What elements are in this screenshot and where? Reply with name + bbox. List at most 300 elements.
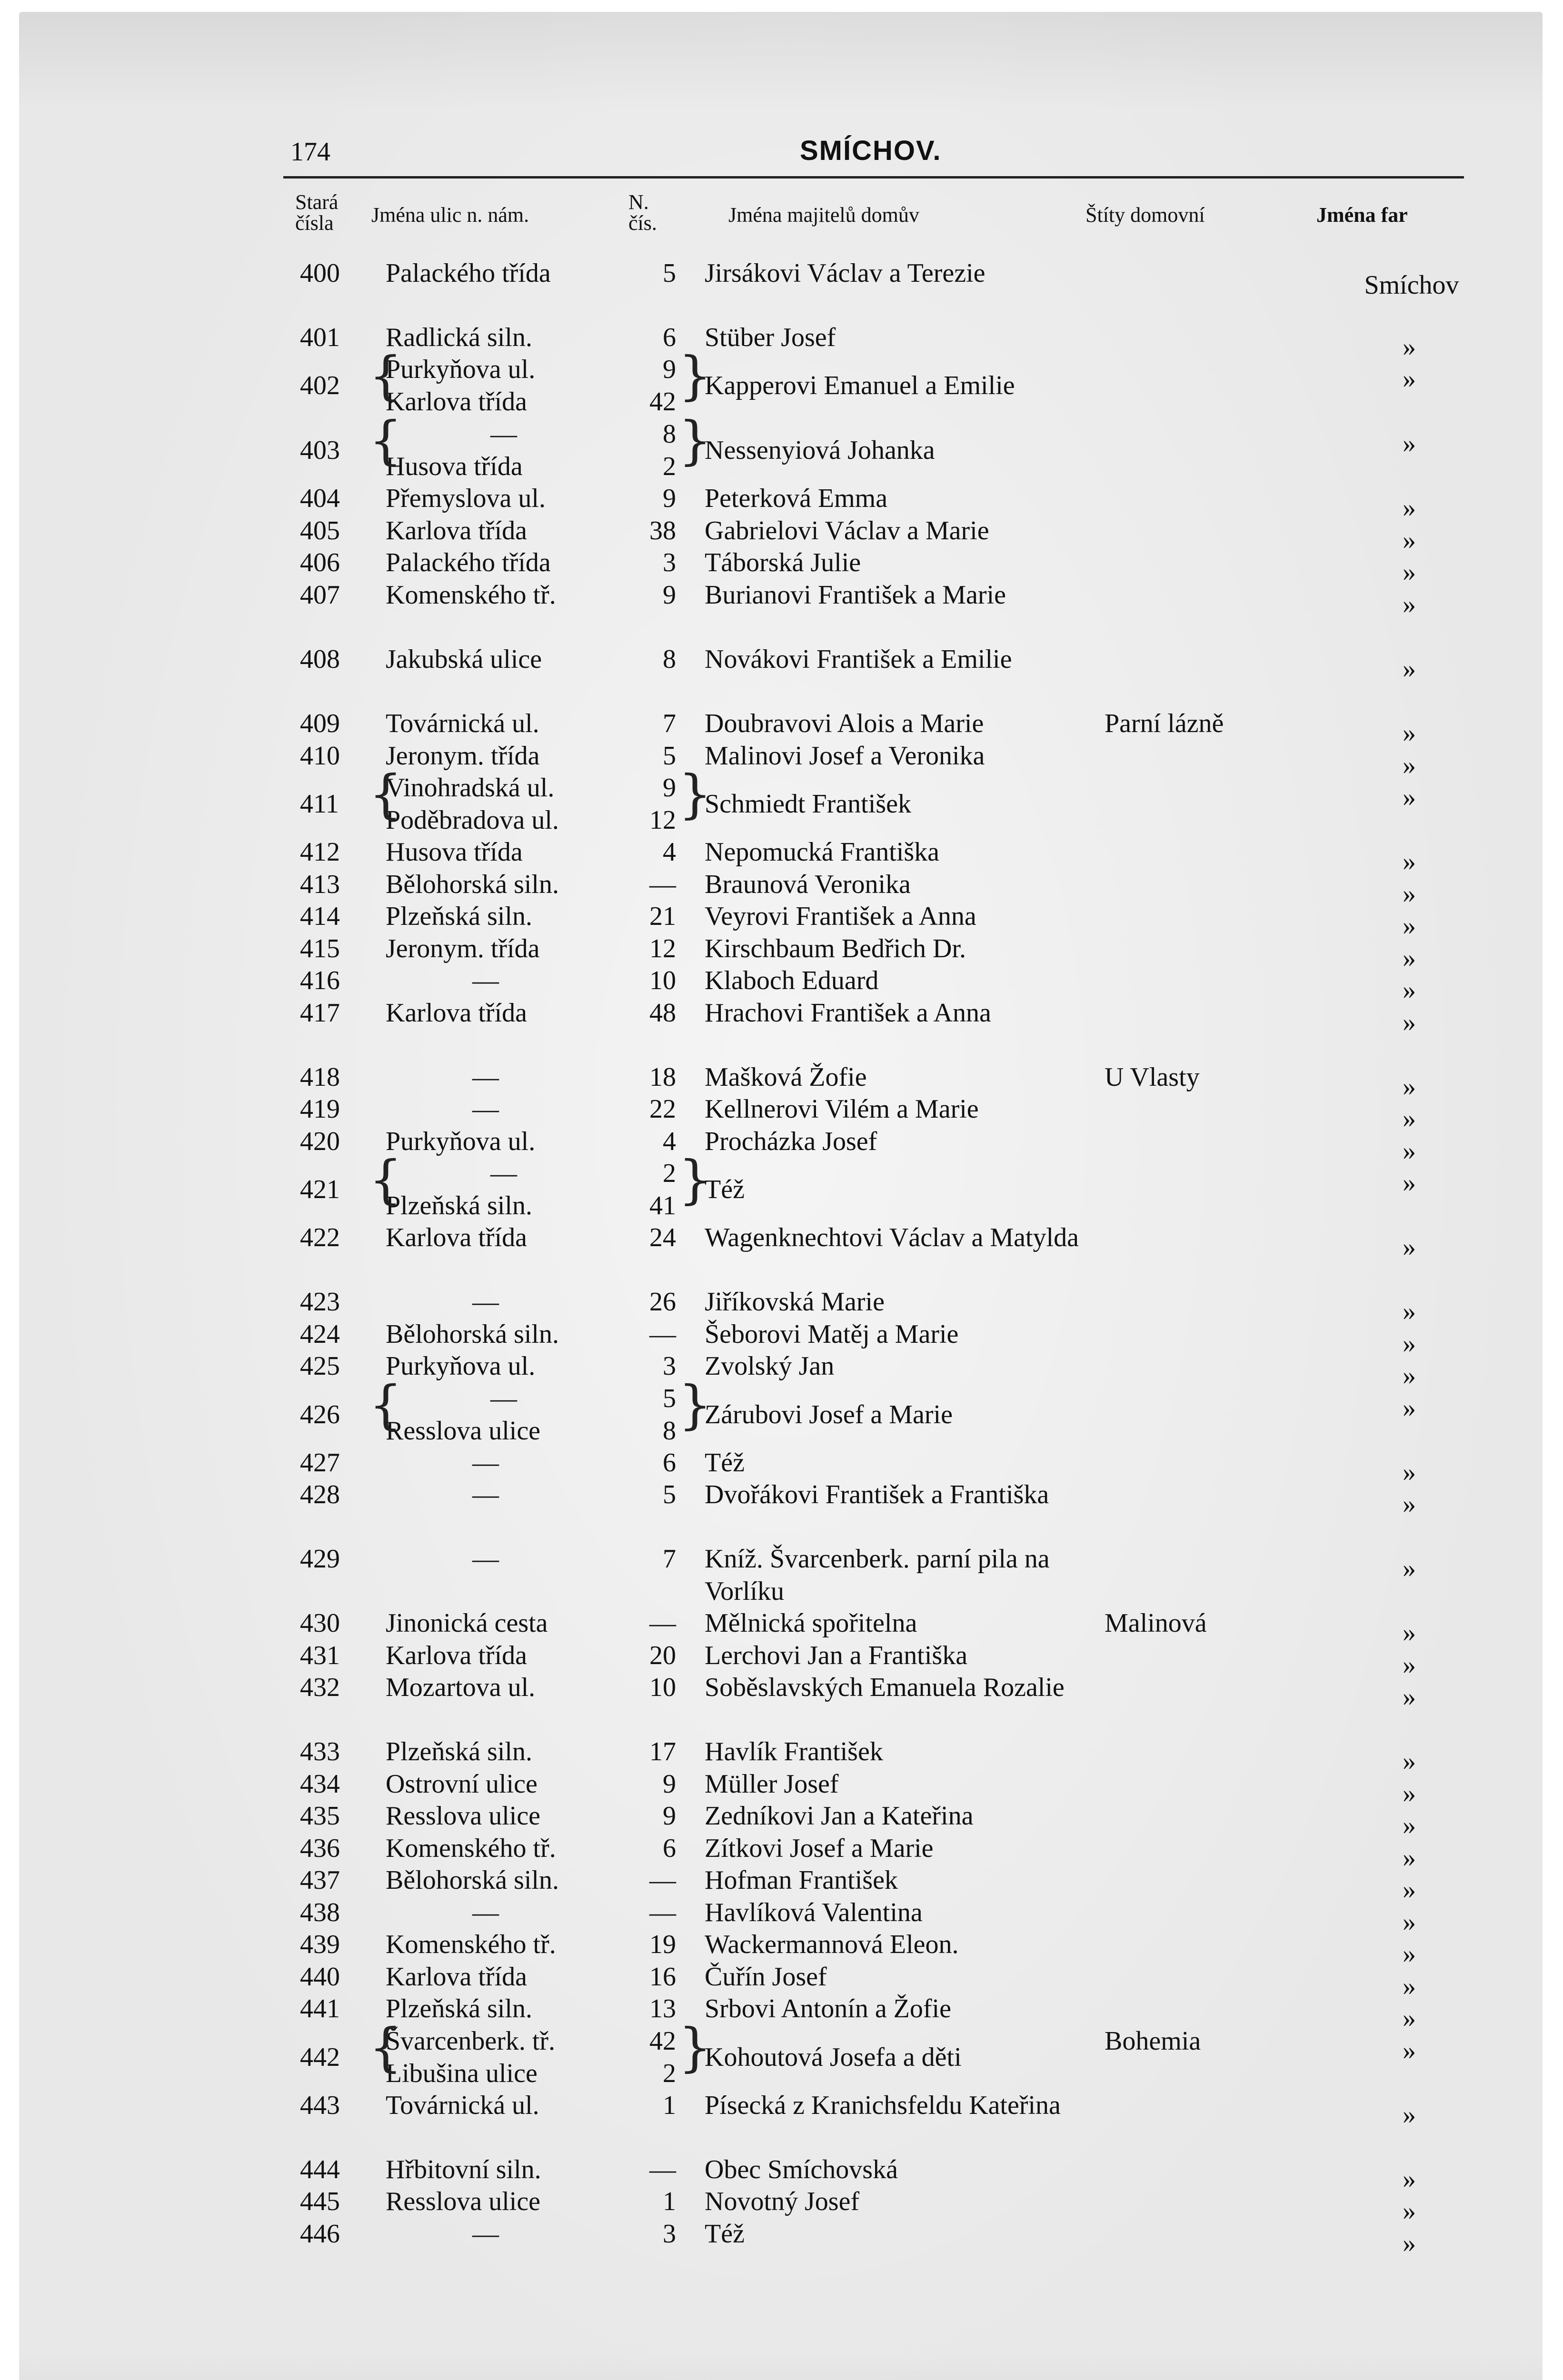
parish-name: » (1403, 1618, 1416, 1647)
street-name: Plzeňská siln. (386, 902, 532, 931)
street-name: Komenského tř. (386, 580, 556, 610)
house-number: 7 (663, 709, 676, 738)
owner-name: Procházka Josef (705, 1127, 877, 1156)
house-number: 21 (649, 902, 676, 931)
house-number: 6 (663, 323, 676, 352)
street-line: Libušina ulice (386, 2059, 538, 2088)
table-row (19, 579, 1543, 626)
house-number: 16 (649, 1962, 676, 1992)
old-number: 418 (300, 1062, 340, 1092)
house-number: — (649, 1898, 676, 1927)
house-number (624, 772, 676, 836)
owner-name: Táborská Julie (705, 548, 861, 577)
owner-name: Veyrovi František a Anna (705, 902, 976, 931)
owner-name: Písecká z Kranichsfeldu Kateřina (705, 2091, 1061, 2120)
street-name: — (472, 1480, 499, 1509)
old-number: 430 (300, 1608, 340, 1638)
parish-name: » (1403, 1393, 1416, 1423)
number-line: 8 (663, 1416, 676, 1446)
parish-name: » (1403, 1746, 1416, 1776)
street-name: Ostrovní ulice (386, 1769, 538, 1799)
house-number: 5 (663, 258, 676, 288)
owner-name: Kohoutová Josefa a děti (705, 2043, 962, 2072)
old-number: 405 (300, 516, 340, 545)
street-name: — (472, 1062, 499, 1092)
parish-name: » (1403, 1136, 1416, 1166)
old-number: 422 (300, 1223, 340, 1252)
street-name: Komenského tř. (386, 1930, 556, 1959)
col-parish: Jména far (1316, 203, 1408, 227)
house-number: 6 (663, 1448, 676, 1478)
street-name: — (472, 1287, 499, 1317)
house-number: — (649, 2155, 676, 2184)
owner-name: Srbovi Antonín a Žofie (705, 1994, 951, 2023)
street-name: Hřbitovní siln. (386, 2155, 541, 2184)
house-number: 1 (663, 2091, 676, 2120)
house-number: 9 (663, 1769, 676, 1799)
table-row (19, 643, 1543, 691)
old-number: 409 (300, 709, 340, 738)
owner-name: Peterková Emma (705, 484, 888, 513)
owner-name: Havlíková Valentina (705, 1898, 923, 1927)
street-name: Bělohorská siln. (386, 870, 559, 899)
owner-name: Zárubovi Josef a Marie (705, 1400, 953, 1429)
house-number: 9 (663, 580, 676, 610)
number-line: 8 (663, 419, 676, 449)
parish-name: » (1403, 2100, 1416, 2130)
house-number (624, 1382, 676, 1447)
table-row (19, 1671, 1543, 1719)
brace-right: } (678, 1149, 712, 1210)
street-line: — (490, 1159, 517, 1188)
street-name: Resslova ulice (386, 1801, 541, 1831)
col-no-line2: čís. (628, 211, 657, 235)
number-line: 2 (663, 2059, 676, 2088)
old-number: 434 (300, 1769, 340, 1799)
brace-left: { (369, 1149, 402, 1210)
street-name: Karlova třída (386, 1962, 527, 1992)
brace-left: { (369, 764, 402, 824)
old-number: 439 (300, 1930, 340, 1959)
table-row (19, 2017, 1543, 2088)
street-line: Poděbradova ul. (386, 805, 559, 835)
parish-name: » (1403, 429, 1416, 458)
owner-name: Dvořákovi František a Františka (705, 1480, 1049, 1509)
street-name: — (472, 1448, 499, 1478)
col-owner: Jména majitelů domův (728, 203, 919, 227)
parish-name: » (1403, 2036, 1416, 2065)
street-name: Bělohorská siln. (386, 1319, 559, 1349)
house-number (624, 1157, 676, 1222)
old-number: 436 (300, 1834, 340, 1863)
street-name (386, 1382, 624, 1447)
table-row (19, 1543, 1543, 1606)
old-number: 410 (300, 741, 340, 771)
house-sign: Parní lázně (1105, 709, 1224, 738)
owner-name: Müller Josef (705, 1769, 839, 1799)
owner-name: Jirsákovi Václav a Terezie (705, 258, 986, 288)
parish-name: » (1403, 1458, 1416, 1487)
parish-name: » (1403, 1779, 1416, 1808)
parish-name: » (1403, 2164, 1416, 2194)
owner-name: Novákovi František a Emilie (705, 645, 1012, 674)
col-street: Jména ulic n. nám. (371, 203, 529, 227)
old-number: 428 (300, 1480, 340, 1509)
table-row (19, 345, 1543, 416)
old-number: 438 (300, 1898, 340, 1927)
old-number: 415 (300, 934, 340, 963)
parish-name: » (1403, 1811, 1416, 1840)
col-old-no (295, 192, 352, 234)
street-name: Bělohorská siln. (386, 1865, 559, 1895)
owner-name: Klaboch Eduard (705, 966, 879, 995)
house-number: 18 (649, 1062, 676, 1092)
house-number: 3 (663, 2219, 676, 2249)
street-name: Komenského tř. (386, 1834, 556, 1863)
owner-name: Šeborovi Matěj a Marie (705, 1319, 959, 1349)
street-name: Mozartova ul. (386, 1673, 536, 1702)
parish-name: » (1403, 1682, 1416, 1712)
old-number: 414 (300, 902, 340, 931)
owner-name: Soběslavských Emanuela Rozalie (705, 1673, 1065, 1702)
street-line: Švarcenberk. tř. (386, 2026, 556, 2056)
old-number: 417 (300, 998, 340, 1028)
owner-name: Havlík František (705, 1737, 883, 1766)
number-line: 42 (649, 2026, 676, 2056)
table-row (19, 410, 1543, 481)
house-number: 8 (663, 645, 676, 674)
street-name (386, 772, 624, 836)
brace-left: { (369, 1374, 402, 1435)
house-number: 10 (649, 966, 676, 995)
house-sign: Malinová (1105, 1608, 1207, 1638)
owner-name: Též (705, 2219, 745, 2249)
table-row (19, 1478, 1543, 1526)
house-number: 24 (649, 1223, 676, 1252)
old-number: 421 (300, 1175, 340, 1204)
old-number: 437 (300, 1865, 340, 1895)
parish-name: » (1403, 1104, 1416, 1133)
owner-name: Nessenyiová Johanka (705, 436, 935, 465)
parish-name: » (1403, 783, 1416, 812)
old-number: 419 (300, 1094, 340, 1124)
street-line: Purkyňova ul. (386, 355, 536, 384)
number-line: 5 (663, 1384, 676, 1413)
street-name: — (472, 1898, 499, 1927)
owner-name: Lerchovi Jan a Františka (705, 1641, 968, 1670)
house-number: 10 (649, 1673, 676, 1702)
street-line: Husova třída (386, 452, 523, 481)
old-number: 441 (300, 1994, 340, 2023)
street-name: Radlická siln. (386, 323, 532, 352)
col-signs: Štíty domovní (1085, 203, 1205, 227)
street-name: Karlova třída (386, 1641, 527, 1670)
house-sign: Bohemia (1105, 2026, 1201, 2056)
owner-name: Novotný Josef (705, 2187, 860, 2216)
street-name: Karlova třída (386, 998, 527, 1028)
parish-name: » (1403, 557, 1416, 587)
house-number: 4 (663, 837, 676, 867)
parish-name: » (1403, 718, 1416, 748)
street-name: Resslova ulice (386, 2187, 541, 2216)
number-line: 42 (649, 387, 676, 416)
house-number: 7 (663, 1544, 676, 1574)
brace-left: { (369, 345, 402, 406)
parish-name: » (1403, 1297, 1416, 1326)
owner-name: Jiříkovská Marie (705, 1287, 885, 1317)
parish-name: » (1403, 1008, 1416, 1037)
owner-name: Kirschbaum Bedřich Dr. (705, 934, 966, 963)
table-row (19, 1374, 1543, 1446)
brace-right: } (678, 345, 712, 406)
number-line: 9 (663, 355, 676, 384)
old-number: 413 (300, 870, 340, 899)
owner-name: Čuřín Josef (705, 1962, 827, 1992)
parish-name: » (1403, 1072, 1416, 1101)
old-number: 429 (300, 1544, 340, 1574)
house-number: 6 (663, 1834, 676, 1863)
owner-name: Nepomucká Františka (705, 837, 939, 867)
street-line: Karlova třída (386, 387, 527, 416)
house-number: 48 (649, 998, 676, 1028)
street-name: Jinonická cesta (386, 1608, 548, 1638)
old-number: 412 (300, 837, 340, 867)
parish-name: » (1403, 1843, 1416, 1873)
parish-name: » (1403, 943, 1416, 973)
table-row (19, 764, 1543, 835)
table-row (19, 257, 1543, 305)
parish-name: » (1403, 1972, 1416, 2001)
street-name: Karlova třída (386, 516, 527, 545)
owner-name: Kellnerovi Vilém a Marie (705, 1094, 979, 1124)
owner-name: Malinovi Josef a Veronika (705, 741, 985, 771)
street-line: Resslova ulice (386, 1416, 541, 1446)
scanned-page (19, 12, 1543, 2380)
parish-name: » (1403, 1329, 1416, 1359)
col-old-no-line2: čísla (295, 211, 334, 235)
old-number: 431 (300, 1641, 340, 1670)
house-number: 3 (663, 1351, 676, 1381)
street-line: Plzeňská siln. (386, 1191, 532, 1220)
parish-name: » (1403, 751, 1416, 780)
owner-name: Braunová Veronika (705, 870, 911, 899)
table-row (19, 1221, 1543, 1269)
owner-name: Též (705, 1175, 745, 1204)
house-number: 38 (649, 516, 676, 545)
parish-name: Smíchov (1364, 270, 1459, 300)
old-number: 442 (300, 2043, 340, 2072)
brace-right: } (678, 2017, 712, 2078)
street-name: Purkyňova ul. (386, 1351, 536, 1381)
old-number: 426 (300, 1400, 340, 1429)
old-number: 408 (300, 645, 340, 674)
street-line: — (490, 1384, 517, 1413)
parish-name: » (1403, 526, 1416, 555)
old-number: 404 (300, 484, 340, 513)
number-line: 41 (649, 1191, 676, 1220)
street-line: — (490, 419, 517, 449)
old-number: 425 (300, 1351, 340, 1381)
owner-name: Kníž. Švarcenberk. parní pila na Vorlíku (705, 1544, 1050, 1606)
parish-name: » (1403, 1907, 1416, 1937)
number-line: 2 (663, 452, 676, 481)
old-number: 423 (300, 1287, 340, 1317)
brace-right: } (678, 410, 712, 471)
owner-name: Schmiedt František (705, 789, 911, 819)
old-number: 407 (300, 580, 340, 610)
old-number: 411 (300, 789, 339, 819)
old-number: 446 (300, 2219, 340, 2249)
owner-name: Obec Smíchovská (705, 2155, 898, 2184)
street-name: Továrnická ul. (386, 709, 539, 738)
owner-name: Zvolský Jan (705, 1351, 835, 1381)
house-number: 12 (649, 934, 676, 963)
parish-name: » (1403, 1554, 1416, 1583)
house-number: 17 (649, 1737, 676, 1766)
street-name: — (472, 2219, 499, 2249)
parish-name: » (1403, 2229, 1416, 2258)
parish-name: » (1403, 847, 1416, 876)
header-rule (283, 176, 1464, 178)
running-title: SMÍCHOV. (800, 135, 942, 166)
street-name: Přemyslova ul. (386, 484, 546, 513)
brace-left: { (369, 2017, 402, 2078)
parish-name: » (1403, 1489, 1416, 1519)
house-number: 9 (663, 484, 676, 513)
table-row (19, 2218, 1543, 2265)
house-number: 9 (663, 1801, 676, 1831)
street-name: Jeronym. třída (386, 741, 540, 771)
parish-name: » (1403, 1939, 1416, 1969)
house-number: 22 (649, 1094, 676, 1124)
owner-name: Stüber Josef (705, 323, 836, 352)
parish-name: » (1403, 1650, 1416, 1680)
brace-left: { (369, 410, 402, 471)
owner-name: Doubravovi Alois a Marie (705, 709, 984, 738)
parish-name: » (1403, 493, 1416, 523)
house-number: 5 (663, 741, 676, 771)
old-number: 433 (300, 1737, 340, 1766)
parish-name: » (1403, 654, 1416, 684)
parish-name: » (1403, 879, 1416, 909)
house-sign: U Vlasty (1105, 1062, 1200, 1092)
number-line: 2 (663, 1159, 676, 1188)
street-name: — (472, 1094, 499, 1124)
old-number: 444 (300, 2155, 340, 2184)
house-number: — (649, 1608, 676, 1638)
number-line: 12 (649, 805, 676, 835)
col-old-no-line1: Stará (295, 190, 338, 214)
old-number: 435 (300, 1801, 340, 1831)
street-name: Purkyňova ul. (386, 1127, 536, 1156)
col-no (628, 192, 686, 234)
owner-name: Zedníkovi Jan a Kateřina (705, 1801, 974, 1831)
house-number: — (649, 870, 676, 899)
old-number: 416 (300, 966, 340, 995)
street-name: Plzeňská siln. (386, 1994, 532, 2023)
table-row (19, 997, 1543, 1044)
old-number: 402 (300, 371, 340, 400)
street-name: Palackého třída (386, 258, 551, 288)
owner-name: Hofman František (705, 1865, 898, 1895)
house-number: 20 (649, 1641, 676, 1670)
house-number (624, 2025, 676, 2090)
street-name (386, 418, 624, 483)
owner-name: Též (705, 1448, 745, 1478)
house-number: 19 (649, 1930, 676, 1959)
parish-name: » (1403, 590, 1416, 619)
parish-name: » (1403, 1232, 1416, 1262)
brace-right: } (678, 764, 712, 824)
owner-name: Mělnická spořitelna (705, 1608, 917, 1638)
street-name: Továrnická ul. (386, 2091, 539, 2120)
house-number: 5 (663, 1480, 676, 1509)
parish-name: » (1403, 975, 1416, 1005)
street-name (386, 1157, 624, 1222)
brace-right: } (678, 1374, 712, 1435)
number-line: 9 (663, 773, 676, 803)
street-name: Plzeňská siln. (386, 1737, 532, 1766)
owner-name: Wackermannová Eleon. (705, 1930, 959, 1959)
house-number: 13 (649, 1994, 676, 2023)
house-number: 1 (663, 2187, 676, 2216)
parish-name: » (1403, 1875, 1416, 1904)
old-number: 432 (300, 1673, 340, 1702)
owner-name: Mašková Žofie (705, 1062, 867, 1092)
old-number: 420 (300, 1127, 340, 1156)
parish-name: » (1403, 1168, 1416, 1198)
house-number: — (649, 1319, 676, 1349)
house-number (624, 353, 676, 418)
old-number: 401 (300, 323, 340, 352)
old-number: 427 (300, 1448, 340, 1478)
table-row (19, 1149, 1543, 1220)
parish-name: » (1403, 364, 1416, 394)
street-name: Karlova třída (386, 1223, 527, 1252)
old-number: 400 (300, 258, 340, 288)
old-number: 424 (300, 1319, 340, 1349)
owner-name: Gabrielovi Václav a Marie (705, 516, 989, 545)
house-number: — (649, 1865, 676, 1895)
street-name: Palackého třída (386, 548, 551, 577)
house-number: 26 (649, 1287, 676, 1317)
street-line: Vinohradská ul. (386, 773, 555, 803)
house-number: 3 (663, 548, 676, 577)
parish-name: » (1403, 2003, 1416, 2033)
old-number: 406 (300, 548, 340, 577)
street-name: — (472, 966, 499, 995)
street-name: Jeronym. třída (386, 934, 540, 963)
old-number: 445 (300, 2187, 340, 2216)
owner-name: Burianovi František a Marie (705, 580, 1006, 610)
parish-name: » (1403, 332, 1416, 362)
owner-name: Kapperovi Emanuel a Emilie (705, 371, 1015, 400)
old-number: 443 (300, 2091, 340, 2120)
street-name (386, 2025, 624, 2090)
house-number: 4 (663, 1127, 676, 1156)
street-name: Husova třída (386, 837, 523, 867)
house-number (624, 418, 676, 483)
old-number: 403 (300, 436, 340, 465)
parish-name: » (1403, 2196, 1416, 2226)
owner-name: Hrachovi František a Anna (705, 998, 991, 1028)
street-name (386, 353, 624, 418)
table-row (19, 2089, 1543, 2137)
street-name: — (472, 1544, 499, 1574)
col-no-line1: N. (628, 190, 649, 214)
page-number: 174 (290, 137, 330, 167)
owner-name: Wagenknechtovi Václav a Matylda (705, 1223, 1079, 1252)
